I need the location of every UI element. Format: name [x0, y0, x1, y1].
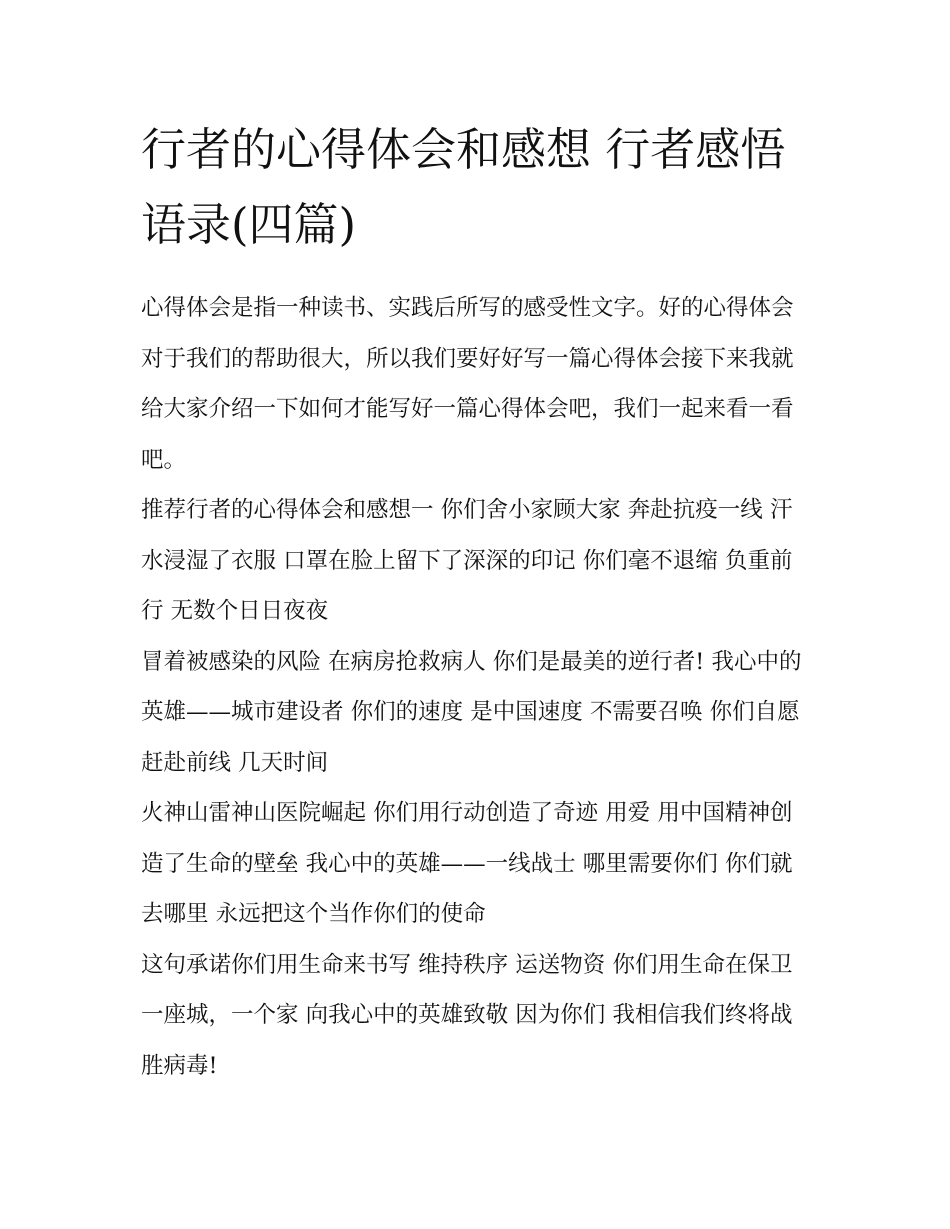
paragraph-intro: 心得体会是指一种读书、实践后所写的感受性文字。好的心得体会对于我们的帮助很大，所以我们要好好写一篇心得体会接下来我就给大家介绍一下如何才能写好一篇心得体会吧，我们一起来看一看吧。 [141, 295, 794, 473]
paragraph-3: 火神山雷神山医院崛起 你们用行动创造了奇迹 用爱 用中国精神创造了生命的壁垒 我心中的英雄——一线战士 哪里需要你们 你们就去哪里 永远把这个当作你们的使命 [141, 800, 793, 927]
document-title: 行者的心得体会和感想 行者感悟语录(四篇) [141, 123, 786, 251]
title-block [141, 112, 813, 262]
paragraph-4: 这句承诺你们用生命来书写 维持秩序 运送物资 你们用生命在保卫一座城，一个家 向我心中的英雄致敬 因为你们 我相信我们终将战胜病毒! [141, 951, 793, 1079]
paragraph-2: 冒着被感染的风险 在病房抢救病人 你们是最美的逆行者! 我心中的英雄——城市建设者 你们的速度 是中国速度 不需要召唤 你们自愿赶赴前线 几天时间 [141, 648, 802, 776]
document-body [141, 112, 813, 1091]
paragraph-1: 推荐行者的心得体会和感想一 你们舍小家顾大家 奔赴抗疫一线 汗水浸湿了衣服 口罩在脸上留下了深深的印记 你们毫不退缩 负重前行 无数个日日夜夜 [141, 497, 793, 624]
